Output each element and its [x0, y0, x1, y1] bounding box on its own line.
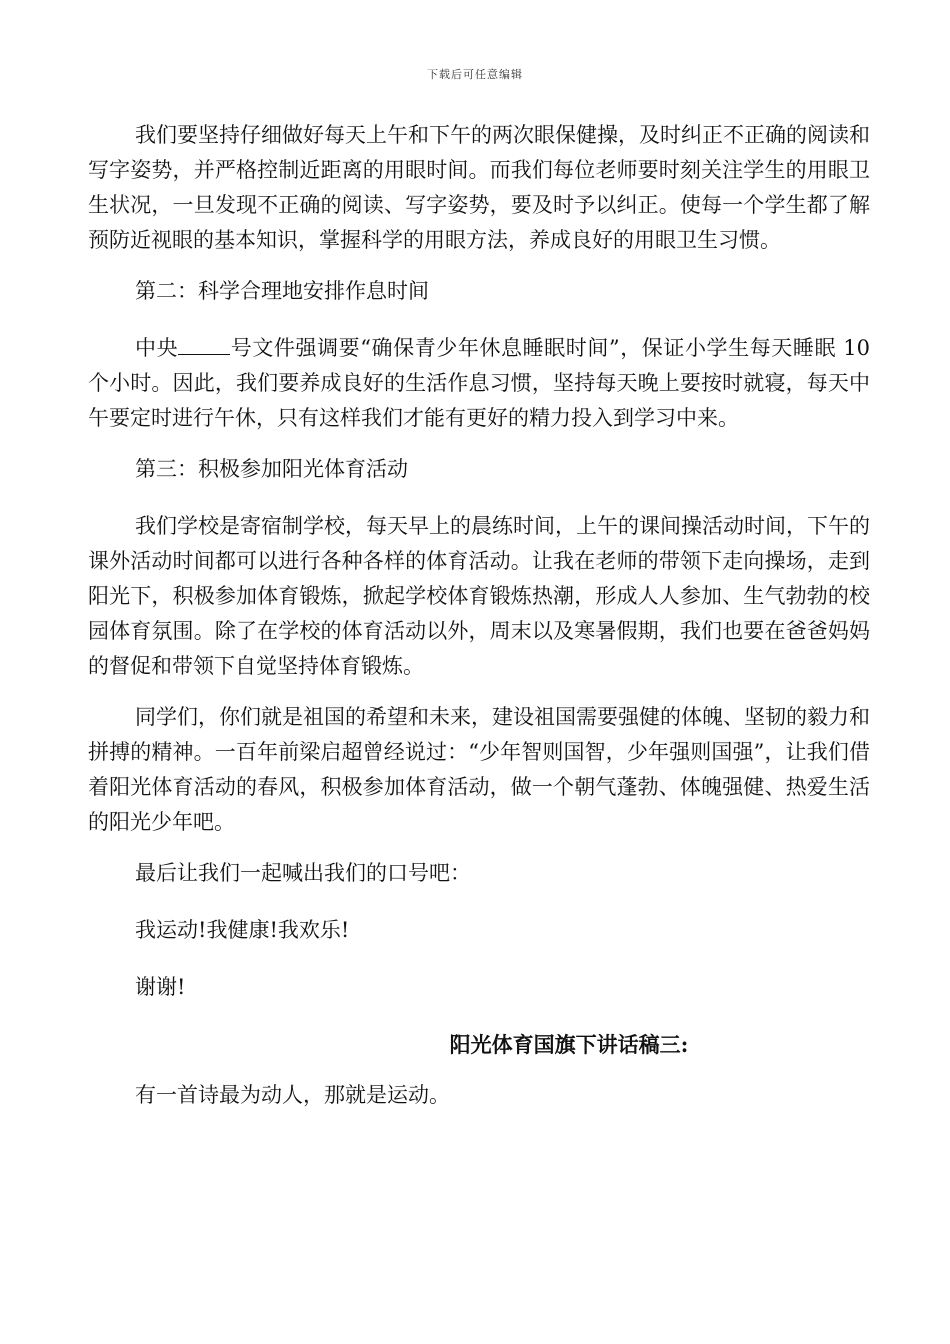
- section-heading-rest-schedule: 第二：科学合理地安排作息时间: [135, 279, 429, 303]
- paragraph-school-activities: 我们学校是寄宿制学校，每天早上的晨练时间，上午的课间操活动时间，下午的课外活动时间都可以进行各种各样的体育活动。让我在老师的带领下走向操场，走到阳光下，积极参加体育锻炼，掀起学校体育锻炼热潮，形成人人参加、生气勃勃的校园体育氛围。除了在学校的体育活动以外，周末以及寒暑假期，我们也要在爸爸妈妈的督促和带领下自觉坚持体育锻炼。: [88, 514, 870, 678]
- blank-underline: [178, 336, 230, 355]
- paragraph-youth-hope: 同学们，你们就是祖国的希望和未来，建设祖国需要强健的体魄、坚韧的毅力和拼搏的精神。一百年前梁启超曾经说过：“少年智则国智，少年强则国强”，让我们借着阳光体育活动的春风，积极参加体育活动，做一个朝气蓬勃、体魄强健、热爱生活的阳光少年吧。: [88, 705, 870, 834]
- paragraph-sleep-time: [88, 331, 870, 436]
- paragraph-thanks: 谢谢!: [135, 975, 186, 999]
- document-body: [88, 118, 870, 1129]
- section-heading-sports: 第三：积极参加阳光体育活动: [135, 457, 408, 481]
- paragraph-sleep-prefix: 中央: [135, 336, 179, 360]
- paragraph-sleep-text: 号文件强调要“确保青少年休息睡眠时间”，保证小学生每天睡眠 10 个小时。因此，我们要养成良好的生活作息习惯，坚持每天晚上要按时就寝，每天中午要定时进行午休，只有这样我们才能有更好的精力投入到学习中来。: [88, 336, 871, 430]
- paragraph-poem: 有一首诗最为动人，那就是运动。: [135, 1083, 450, 1107]
- section-title-speech-three: 阳光体育国旗下讲话稿三:: [449, 1032, 689, 1057]
- paragraph-eye-care: 我们要坚持仔细做好每天上午和下午的两次眼保健操，及时纠正不正确的阅读和写字姿势，并严格控制近距离的用眼时间。而我们每位老师要时刻关注学生的用眼卫生状况，一旦发现不正确的阅读、写字姿势，要及时予以纠正。使每一个学生都了解预防近视眼的基本知识，掌握科学的用眼方法，养成良好的用眼卫生习惯。: [88, 123, 870, 252]
- paragraph-slogan-intro: 最后让我们一起喊出我们的口号吧：: [135, 861, 471, 885]
- page-header: 下载后可任意编辑: [427, 68, 523, 81]
- paragraph-slogan: 我运动!我健康!我欢乐!: [135, 918, 350, 942]
